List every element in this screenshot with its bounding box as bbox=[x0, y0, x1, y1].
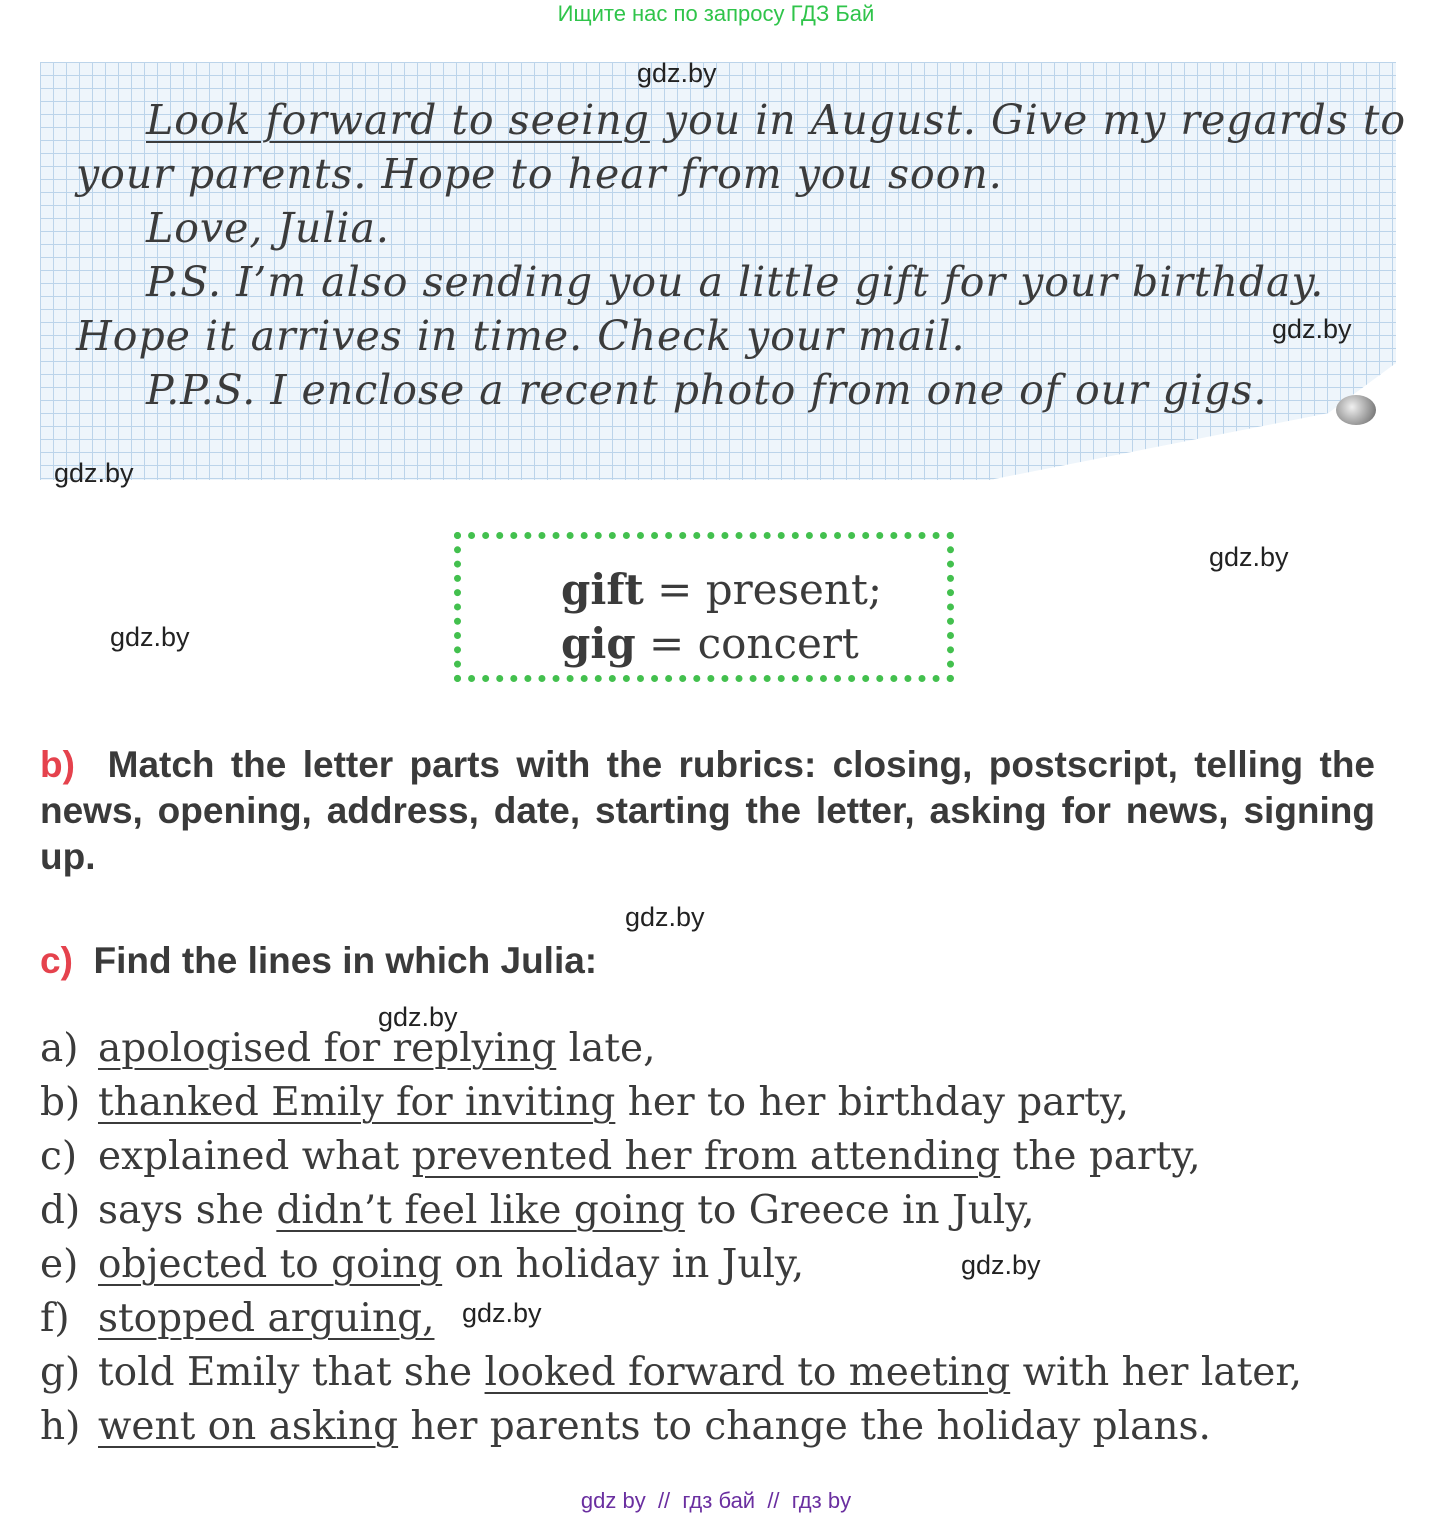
paper-curl bbox=[1336, 395, 1376, 425]
definition-gig: gig = concert bbox=[561, 619, 859, 668]
list-item: c) explained what prevented her from attending the party, bbox=[40, 1134, 1201, 1179]
list-item: g) told Emily that she looked forward to meeting with her later, bbox=[40, 1350, 1303, 1395]
letter-line-3: Love, Julia. bbox=[146, 204, 390, 252]
watermark: gdz.by bbox=[637, 58, 717, 88]
task-c-letter: c) bbox=[40, 940, 73, 981]
letter-line-1: Look forward to seeing you in August. Give my regards to bbox=[146, 96, 1407, 144]
definition-box bbox=[454, 532, 954, 682]
letter-line-5: Hope it arrives in time. Check your mail. bbox=[76, 312, 966, 360]
footer-links[interactable]: gdz by // гдз бай // гдз by bbox=[580, 1488, 852, 1513]
top-banner: Ищите нас по запросу ГДЗ Бай bbox=[557, 1, 875, 26]
watermark: gdz.by bbox=[110, 622, 190, 652]
letter-line-6: P.P.S. I enclose a recent photo from one of our gigs. bbox=[146, 366, 1268, 414]
list-item: f) stopped arguing, bbox=[40, 1296, 435, 1341]
watermark: gdz.by bbox=[625, 902, 705, 932]
watermark: gdz.by bbox=[961, 1250, 1041, 1280]
list-item: b) thanked Emily for inviting her to her birthday party, bbox=[40, 1080, 1130, 1125]
list-item: a) apologised for replying late, bbox=[40, 1026, 656, 1071]
list-item: e) objected to going on holiday in July, bbox=[40, 1242, 805, 1287]
letter-line-4: P.S. I’m also sending you a little gift for your birthday. bbox=[146, 258, 1325, 306]
definition-gift: gift = present; bbox=[561, 565, 882, 614]
letter-line-2: your parents. Hope to hear from you soon. bbox=[76, 150, 1003, 198]
underlined-phrase: Look forward to seeing bbox=[146, 96, 650, 144]
task-b bbox=[40, 742, 1375, 880]
watermark: gdz.by bbox=[378, 1002, 458, 1032]
watermark: gdz.by bbox=[54, 458, 134, 488]
watermark: gdz.by bbox=[1209, 542, 1289, 572]
watermark: gdz.by bbox=[1272, 314, 1352, 344]
task-c-text: Find the lines in which Julia: bbox=[93, 940, 598, 981]
task-b-text: Match the letter parts with the rubrics: closing, postscript, telling the news, opening, address, date, starting the letter, asking for news, signing up. bbox=[40, 744, 1376, 877]
task-b-letter: b) bbox=[40, 744, 75, 785]
watermark: gdz.by bbox=[462, 1298, 542, 1328]
task-c bbox=[40, 938, 1375, 984]
list-item: h) went on asking her parents to change the holiday plans. bbox=[40, 1404, 1211, 1449]
list-item: d) says she didn’t feel like going to Greece in July, bbox=[40, 1188, 1035, 1233]
